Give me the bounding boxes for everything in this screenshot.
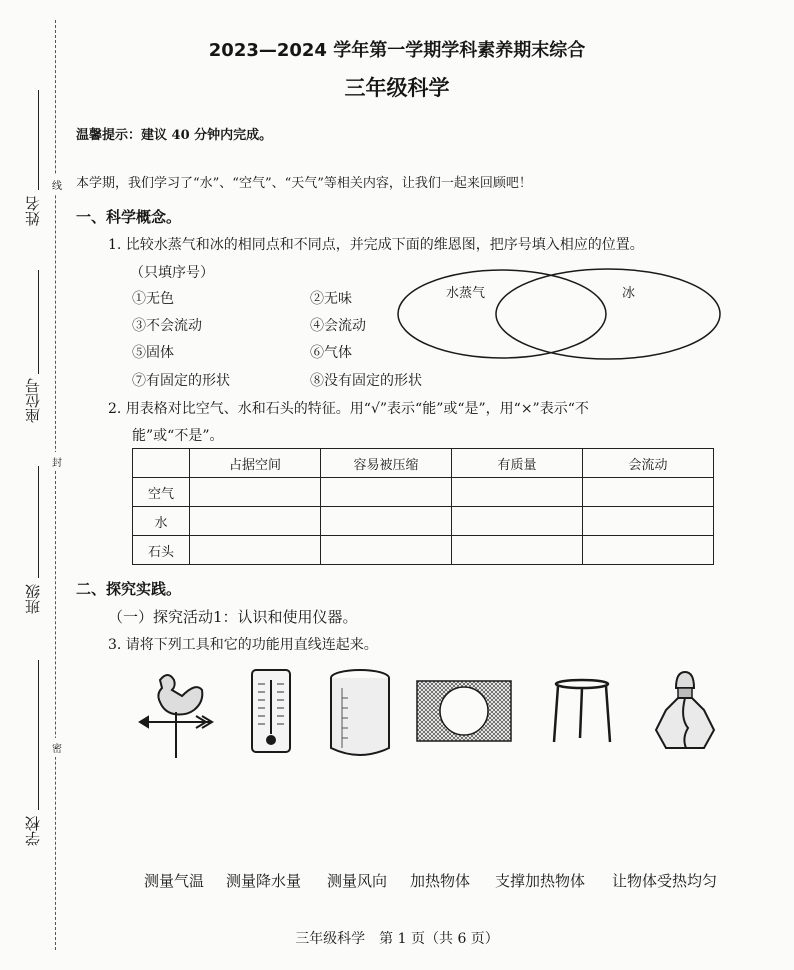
table-header-row xyxy=(133,449,714,478)
asbestos-net-icon[interactable] xyxy=(416,680,512,742)
answer-cell[interactable] xyxy=(583,507,714,536)
seal-char-seal: 封 xyxy=(52,452,62,471)
q1-note: （只填序号） xyxy=(130,265,214,281)
answer-cell[interactable] xyxy=(190,507,321,536)
weathervane-icon[interactable] xyxy=(136,668,216,760)
seal-char-line: 线 xyxy=(52,175,62,194)
function-label-wind[interactable]: 测量风向 xyxy=(327,872,388,890)
school-field-label: 学校 xyxy=(24,816,42,846)
function-label-heat[interactable]: 加热物体 xyxy=(410,872,471,890)
section1-heading: 一、科学概念。 xyxy=(76,208,182,226)
answer-cell[interactable] xyxy=(452,478,583,507)
answer-cell[interactable] xyxy=(452,536,583,565)
table-row xyxy=(133,507,714,536)
intro-text: 本学期，我们学习了“水”、“空气”、“天气”等相关内容，让我们一起来回顾吧！ xyxy=(76,176,532,191)
rain-gauge-icon[interactable] xyxy=(328,668,392,760)
binding-dashed-line xyxy=(55,20,56,950)
option-2: ②无味 xyxy=(310,291,352,307)
q2-text-line1: 2. 用表格对比空气、水和石头的特征。用“√”表示“能”或“是”，用“×”表示“不 xyxy=(108,401,589,417)
row-label: 水 xyxy=(133,507,190,536)
activity-heading: （一）探究活动1：认识和使用仪器。 xyxy=(108,608,358,626)
exam-title: 2023—2024 学年第一学期学科素养期末综合 xyxy=(208,40,586,61)
alcohol-lamp-icon[interactable] xyxy=(652,670,718,754)
option-7: ⑦有固定的形状 xyxy=(132,373,230,389)
answer-cell[interactable] xyxy=(190,536,321,565)
answer-cell[interactable] xyxy=(452,507,583,536)
exam-subtitle: 三年级科学 xyxy=(344,76,450,100)
venn-left-label: 水蒸气 xyxy=(446,286,486,301)
answer-cell[interactable] xyxy=(321,478,452,507)
function-label-even-heat[interactable]: 让物体受热均匀 xyxy=(612,872,718,890)
option-8: ⑧没有固定的形状 xyxy=(310,373,422,389)
answer-cell[interactable] xyxy=(321,507,452,536)
feature-table xyxy=(132,448,714,565)
answer-cell[interactable] xyxy=(583,536,714,565)
venn-left-ellipse[interactable] xyxy=(398,270,606,358)
function-label-temp[interactable]: 测量气温 xyxy=(144,872,205,890)
q2-text-line2: 能”或“不是”。 xyxy=(132,428,224,444)
table-header-cell: 占据空间 xyxy=(190,449,321,478)
name-field-label: 姓名 xyxy=(24,196,42,226)
venn-right-label: 冰 xyxy=(622,286,636,301)
venn-right-ellipse[interactable] xyxy=(496,269,720,359)
thermometer-icon[interactable] xyxy=(250,668,292,756)
time-tip: 温馨提示：建议 40 分钟内完成。 xyxy=(76,128,273,143)
option-6: ⑥气体 xyxy=(310,345,352,361)
answer-cell[interactable] xyxy=(583,478,714,507)
option-5: ⑤固体 xyxy=(132,345,174,361)
row-label: 空气 xyxy=(133,478,190,507)
seat-field-label: 座位号 xyxy=(24,378,42,423)
answer-cell[interactable] xyxy=(190,478,321,507)
q1-text: 1. 比较水蒸气和冰的相同点和不同点，并完成下面的维恩图，把序号填入相应的位置。 xyxy=(108,237,644,253)
option-4: ④会流动 xyxy=(310,318,366,334)
option-3: ③不会流动 xyxy=(132,318,202,334)
tripod-icon[interactable] xyxy=(552,678,612,746)
function-label-rain[interactable]: 测量降水量 xyxy=(226,872,302,890)
option-1: ①无色 xyxy=(132,291,174,307)
table-row xyxy=(133,478,714,507)
answer-cell[interactable] xyxy=(321,536,452,565)
section2-heading: 二、探究实践。 xyxy=(76,580,182,598)
page-footer: 三年级科学 第 1 页（共 6 页） xyxy=(295,931,499,947)
table-header-cell: 会流动 xyxy=(583,449,714,478)
function-label-support[interactable]: 支撑加热物体 xyxy=(495,872,586,890)
class-field-label: 班级 xyxy=(24,584,42,614)
school-field-line[interactable] xyxy=(38,660,39,810)
class-field-line[interactable] xyxy=(38,466,39,578)
row-label: 石头 xyxy=(133,536,190,565)
seal-char-secret: 密 xyxy=(52,738,62,757)
name-field-line[interactable] xyxy=(38,90,39,190)
table-row xyxy=(133,536,714,565)
table-header-cell: 容易被压缩 xyxy=(321,449,452,478)
seat-field-line[interactable] xyxy=(38,270,39,374)
table-header-cell: 有质量 xyxy=(452,449,583,478)
q3-text: 3. 请将下列工具和它的功能用直线连起来。 xyxy=(108,637,378,653)
table-header-cell xyxy=(133,449,190,478)
